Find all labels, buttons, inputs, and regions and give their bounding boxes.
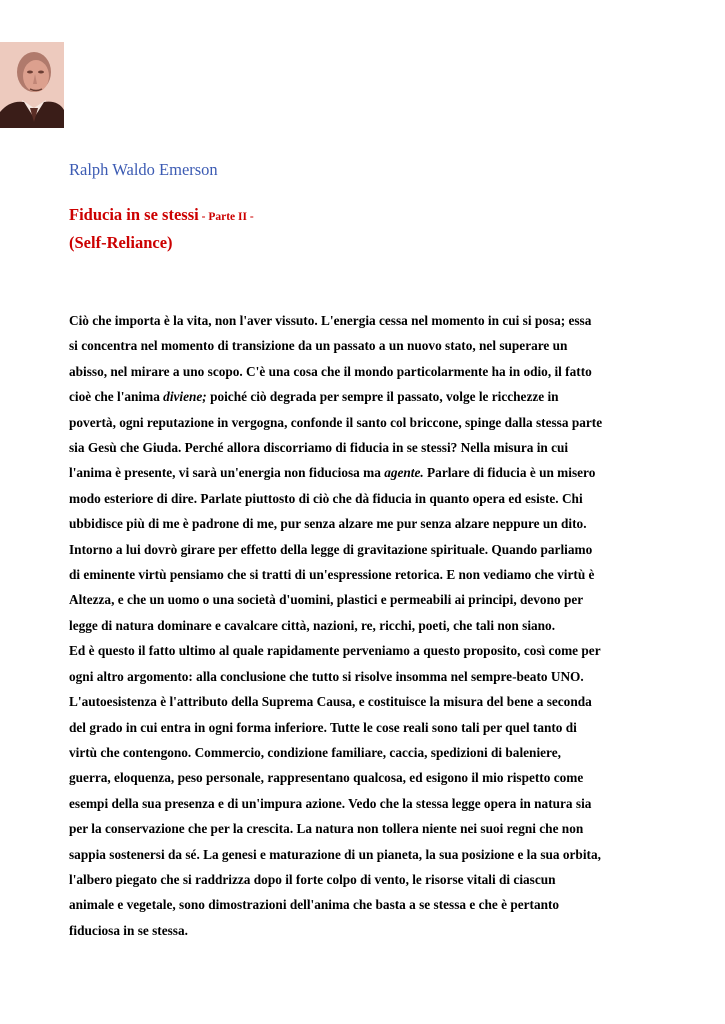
italic-word: diviene; <box>163 389 207 405</box>
text-line: povertà, ogni reputazione in vergogna, confonde il santo col briccone, spinge dalla stessa parte <box>69 414 603 430</box>
text-run: poiché ciò degrada per sempre il passato, volge le ricchezze in <box>206 389 559 405</box>
text-line: modo esteriore di dire. Parlate piuttosto di ciò che dà fiducia in quanto opera ed esiste. Chi <box>69 490 583 506</box>
text-line: virtù che contengono. Commercio, condizione familiare, caccia, spedizioni di baleniere, <box>69 744 561 760</box>
text-line: di eminente virtù pensiamo che si tratti di un'espressione retorica. E non vediamo che virtù è <box>69 567 595 583</box>
text-line: l'albero piegato che si raddrizza dopo il forte colpo di vento, le risorse vitali di ciascun <box>69 871 556 887</box>
author-portrait <box>0 42 64 128</box>
text-run: Parlare di fiducia è un misero <box>423 465 596 481</box>
text-line: ogni altro argomento: alla conclusione che tutto si risolve insomma nel sempre-beato UNO. <box>69 668 584 684</box>
text-line: ubbidisce più di me è padrone di me, pur senza alzare me pur senza alzare neppure un dito. <box>69 516 587 532</box>
italic-word: agente. <box>384 465 424 481</box>
text-line: fiduciosa in se stessa. <box>69 922 188 938</box>
text-line: animale e vegetale, sono dimostrazioni dell'anima che basta a se stessa e che è pertanto <box>69 897 560 913</box>
text-line: sia Gesù che Giuda. Perché allora discorriamo di fiducia in se stessi? Nella misura in cui <box>69 440 569 456</box>
text-line: L'autoesistenza è l'attributo della Suprema Causa, e costituisce la misura del bene a seconda <box>69 694 592 710</box>
text-line: del grado in cui entra in ogni forma inferiore. Tutte le cose reali sono tali per quel tanto di <box>69 719 577 735</box>
document-title <box>69 205 254 225</box>
text-line: Ciò che importa è la vita, non l'aver vissuto. L'energia cessa nel momento in cui si posa; essa <box>69 313 592 328</box>
text-run: l'anima è presente, vi sarà un'energia non fiduciosa ma <box>69 465 385 481</box>
text-line: abisso, nel mirare a uno scopo. C'è una cosa che il mondo particolarmente ha in odio, il fatto <box>69 363 592 379</box>
author-name: Ralph Waldo Emerson <box>69 160 218 179</box>
title-part: - Parte II - <box>198 211 254 223</box>
text-line: si concentra nel momento di transizione da un passato a un nuovo stato, nel superare un <box>69 338 568 354</box>
body-text <box>69 308 669 943</box>
text-line <box>69 384 669 409</box>
text-line: guerra, eloquenza, peso personale, rappresentano qualcosa, ed esigono il mio rispetto come <box>69 770 584 786</box>
text-line: Altezza, e che un uomo o una società d'uomini, plastici e permeabili ai principi, devono per <box>69 592 584 608</box>
text-line: Intorno a lui dovrò girare per effetto della legge di gravitazione spirituale. Quando parliamo <box>69 541 593 557</box>
title-main: Fiducia in se stessi <box>69 205 199 224</box>
document-subtitle: (Self-Reliance) <box>69 233 173 252</box>
text-line: Ed è questo il fatto ultimo al quale rapidamente perveniamo a questo proposito, così come per <box>69 643 601 659</box>
text-line: esempi della sua presenza e di un'impura azione. Vedo che la stessa legge opera in natura sia <box>69 795 592 811</box>
text-line: per la conservazione che per la crescita. La natura non tollera niente nei suoi regni che non <box>69 821 584 837</box>
text-line <box>69 460 669 485</box>
text-line: sappia sostenersi da sé. La genesi e maturazione di un pianeta, la sua posizione e la sua orbita, <box>69 846 601 862</box>
text-line: legge di natura dominare e cavalcare città, nazioni, re, ricchi, poeti, che tali non siano. <box>69 617 556 633</box>
text-run: cioè che l'anima <box>69 389 164 405</box>
